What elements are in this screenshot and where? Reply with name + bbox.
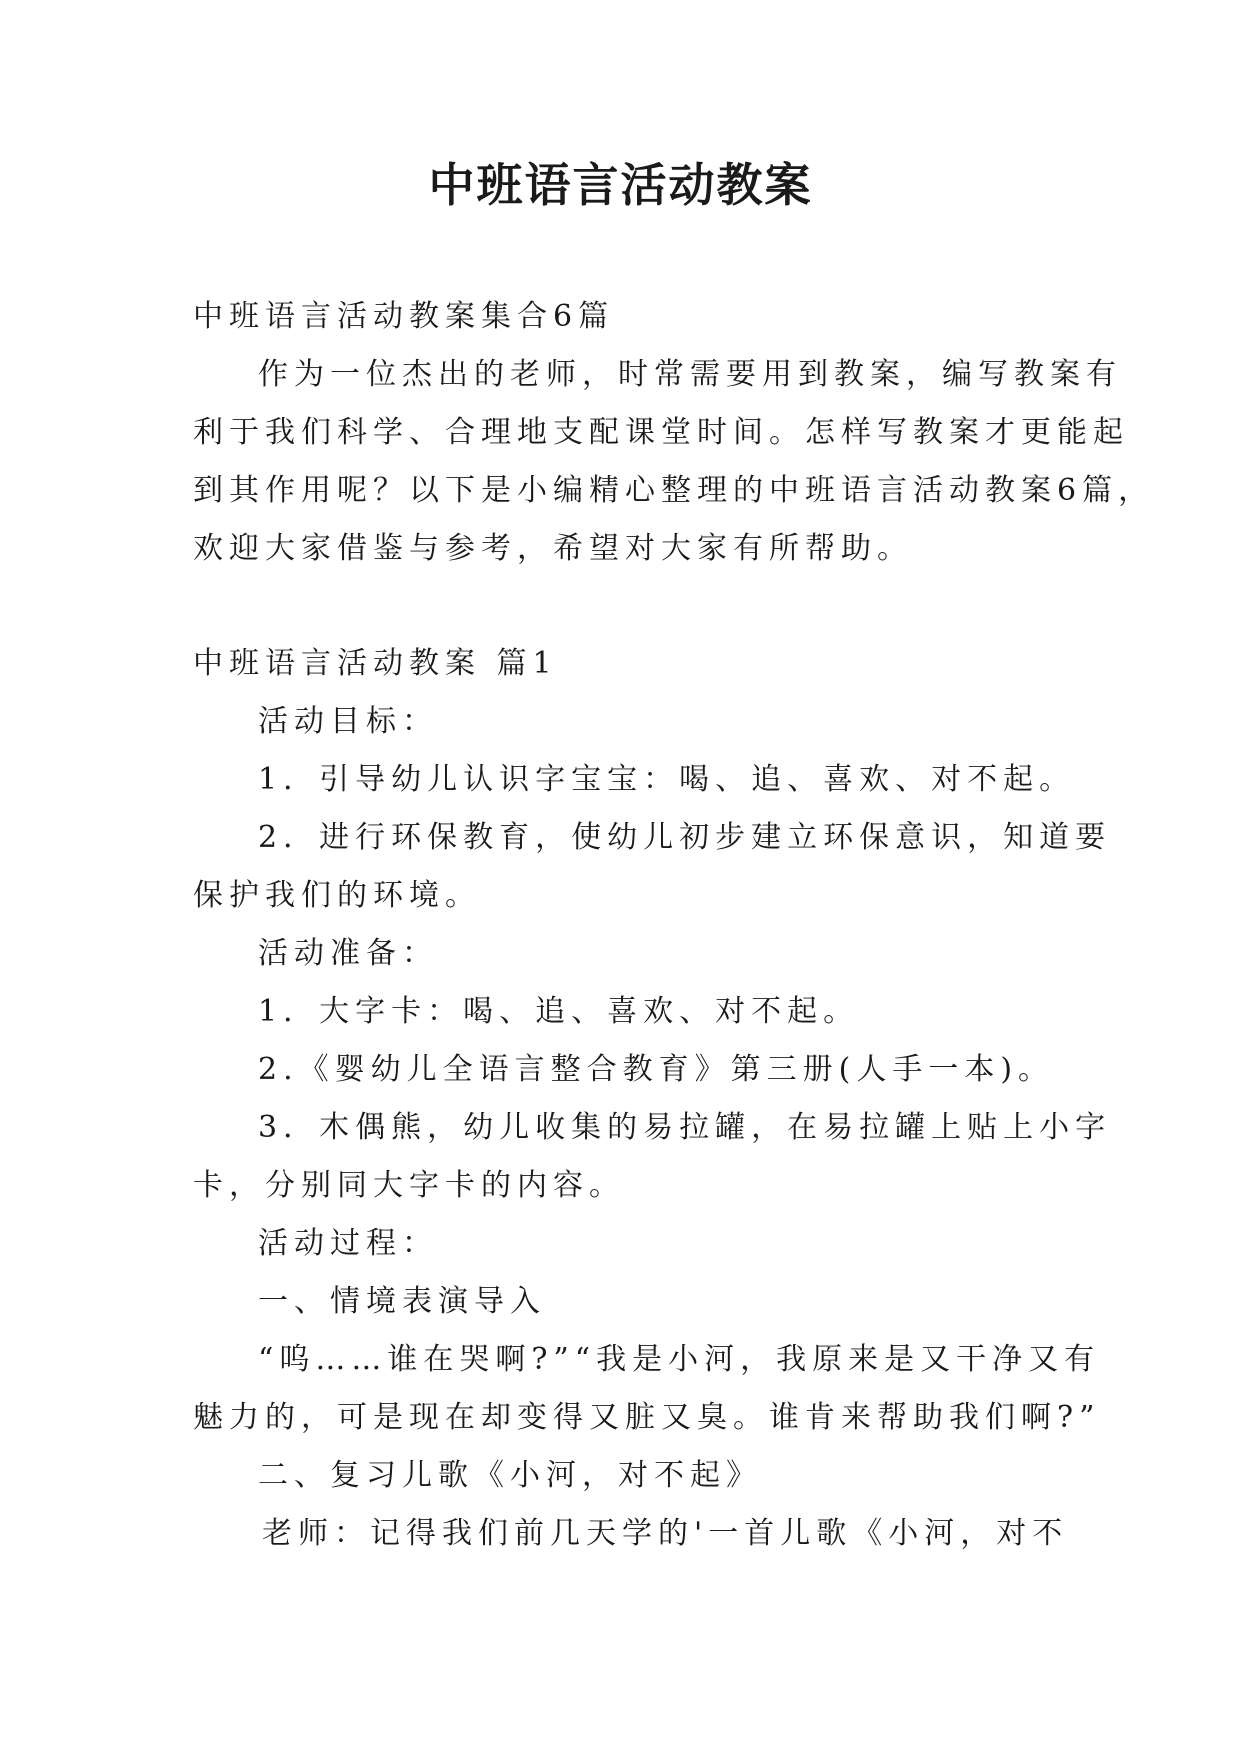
intro-line-1: 作为一位杰出的老师，时常需要用到教案，编写教案有 xyxy=(258,357,1122,392)
paragraph-line: 魅力的，可是现在却变得又脏又臭。谁肯来帮助我们啊?” xyxy=(193,1400,1101,1435)
paragraph-line: 二、复习儿歌《小河，对不起》 xyxy=(258,1458,762,1493)
paragraph-line: 老师：记得我们前几天学的'一首儿歌《小河，对不 xyxy=(262,1516,1069,1551)
paragraph-line: 一、情境表演导入 xyxy=(258,1284,546,1319)
paragraph-line: 2.《婴幼儿全语言整合教育》第三册(人手一本)。 xyxy=(258,1052,1055,1087)
paragraph-line: 3．木偶熊，幼儿收集的易拉罐，在易拉罐上贴上小字 xyxy=(258,1110,1112,1145)
section-heading: 中班语言活动教案 篇1 xyxy=(193,646,558,681)
paragraph-line: 保护我们的环境。 xyxy=(193,878,481,913)
paragraph-line: 1．引导幼儿认识字宝宝：喝、追、喜欢、对不起。 xyxy=(258,762,1076,797)
subtitle-line: 中班语言活动教案集合6篇 xyxy=(193,299,615,334)
paragraph-line: 活动目标： xyxy=(258,704,438,739)
paragraph-line: 卡，分别同大字卡的内容。 xyxy=(193,1168,625,1203)
paragraph-line: 活动过程： xyxy=(258,1226,438,1261)
intro-line-4: 欢迎大家借鉴与参考，希望对大家有所帮助。 xyxy=(193,531,913,566)
intro-line-3: 到其作用呢？以下是小编精心整理的中班语言活动教案6篇， xyxy=(193,473,1155,508)
intro-line-2: 利于我们科学、合理地支配课堂时间。怎样写教案才更能起 xyxy=(193,415,1129,450)
paragraph-line: 1．大字卡：喝、追、喜欢、对不起。 xyxy=(258,994,860,1029)
paragraph-line: 活动准备： xyxy=(258,936,438,971)
document-title: 中班语言活动教案 xyxy=(428,158,813,212)
paragraph-line: 2．进行环保教育，使幼儿初步建立环保意识，知道要 xyxy=(258,820,1112,855)
paragraph-line: “呜……谁在哭啊?”“我是小河，我原来是又干净又有 xyxy=(258,1342,1101,1377)
